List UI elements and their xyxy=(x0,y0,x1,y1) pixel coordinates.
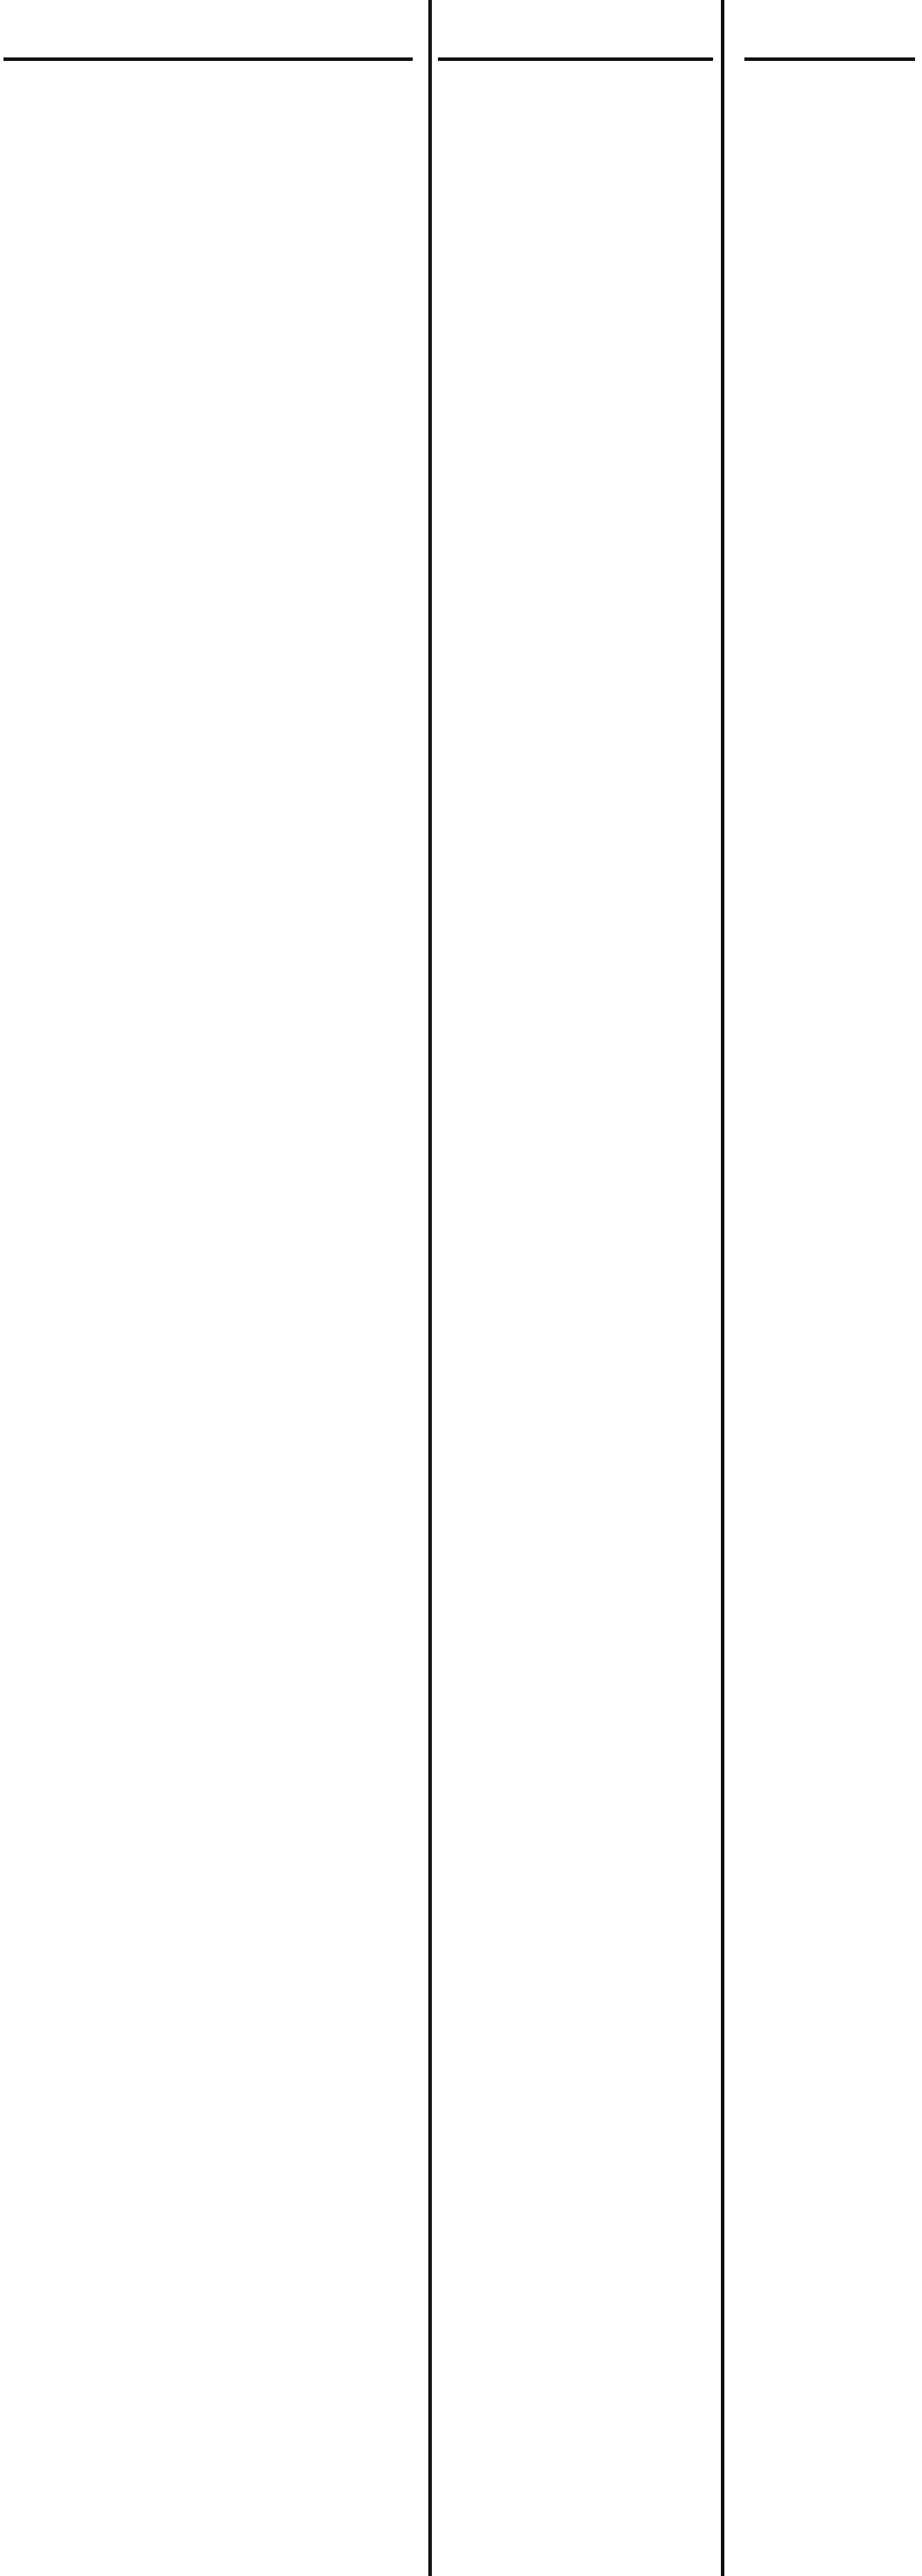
header-rule-partida xyxy=(438,57,713,61)
header-rule-producto xyxy=(3,57,413,61)
column-divider-partida-pesetas xyxy=(721,0,724,2576)
header-rule-pesetas xyxy=(744,57,915,61)
column-divider-producto-partida xyxy=(428,0,432,2576)
table-header xyxy=(0,0,922,64)
